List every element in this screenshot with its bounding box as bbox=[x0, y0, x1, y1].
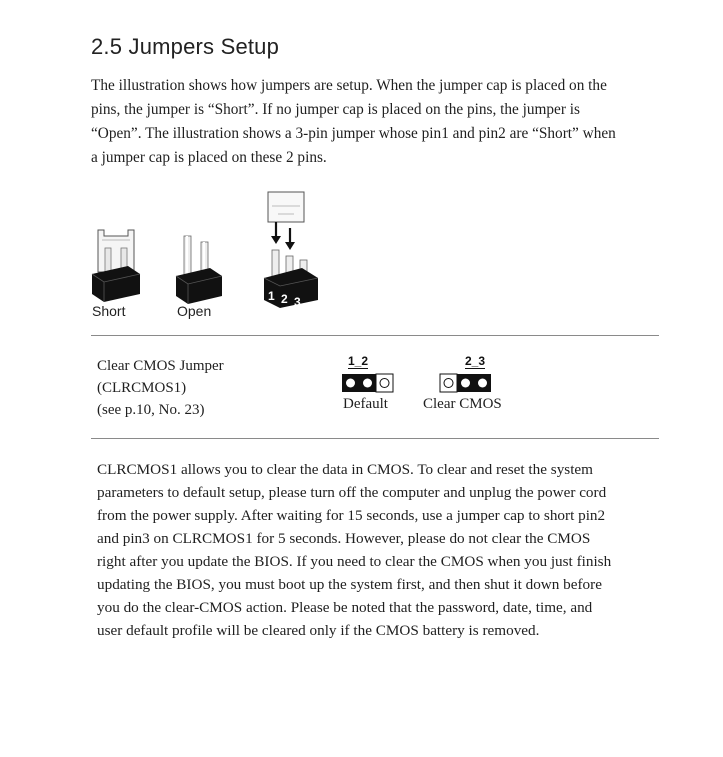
jumper-name-block bbox=[97, 355, 224, 421]
clear-cmos-jumper-diagram bbox=[439, 373, 493, 393]
divider-bottom bbox=[91, 438, 659, 439]
section-title: 2.5 Jumpers Setup bbox=[91, 34, 280, 59]
pin-number-2: 2 bbox=[281, 292, 288, 306]
default-pins-label: 1_2 bbox=[348, 354, 369, 368]
default-jumper-diagram bbox=[341, 373, 395, 393]
jumper-reference: (see p.10, No. 23) bbox=[97, 402, 205, 418]
down-arrow-icon bbox=[271, 222, 281, 244]
intro-paragraph: The illustration shows how jumpers are setup. When the jumper cap is placed on the pins, the jumper is “Short”. If no jumper cap is placed on the pins, the jumper is “Open”. The illustration shows a 3-pin jumper whose pin1 and pin2 are “Short” when a jumper cap is placed on these 2 pins. bbox=[91, 77, 616, 166]
open-jumper-illustration bbox=[176, 236, 222, 304]
open-label: Open bbox=[177, 303, 212, 319]
three-pin-jumper-illustration bbox=[264, 192, 318, 309]
short-jumper-illustration bbox=[92, 230, 140, 302]
clear-pins-label: 2_3 bbox=[465, 354, 486, 368]
jumper-id: (CLRCMOS1) bbox=[97, 380, 187, 396]
short-label: Short bbox=[92, 303, 126, 319]
clear-cmos-caption: Clear CMOS bbox=[423, 396, 502, 412]
pin-number-1: 1 bbox=[268, 289, 275, 303]
down-arrow-icon bbox=[285, 228, 295, 250]
default-caption: Default bbox=[343, 396, 388, 412]
jumper-name: Clear CMOS Jumper bbox=[97, 358, 224, 374]
divider-top bbox=[91, 335, 659, 336]
clrcmos-description: CLRCMOS1 allows you to clear the data in CMOS. To clear and reset the system parameters to default setup, please turn off the computer and unplug the power cord from the power supply. After waiting for 15 seconds, use a jumper cap to short pin2 and pin3 on CLRCMOS1 for 5 seconds. However, please do not clear the CMOS right after you update the BIOS. If you need to clear the CMOS when you just finish updating the BIOS, you must boot up the system first, and then shut it down before you do the clear-CMOS action. Please be noted that the password, date, time, and user default profile will be cleared only if the CMOS battery is removed. bbox=[97, 461, 612, 639]
pin-number-3: 3 bbox=[294, 295, 301, 309]
